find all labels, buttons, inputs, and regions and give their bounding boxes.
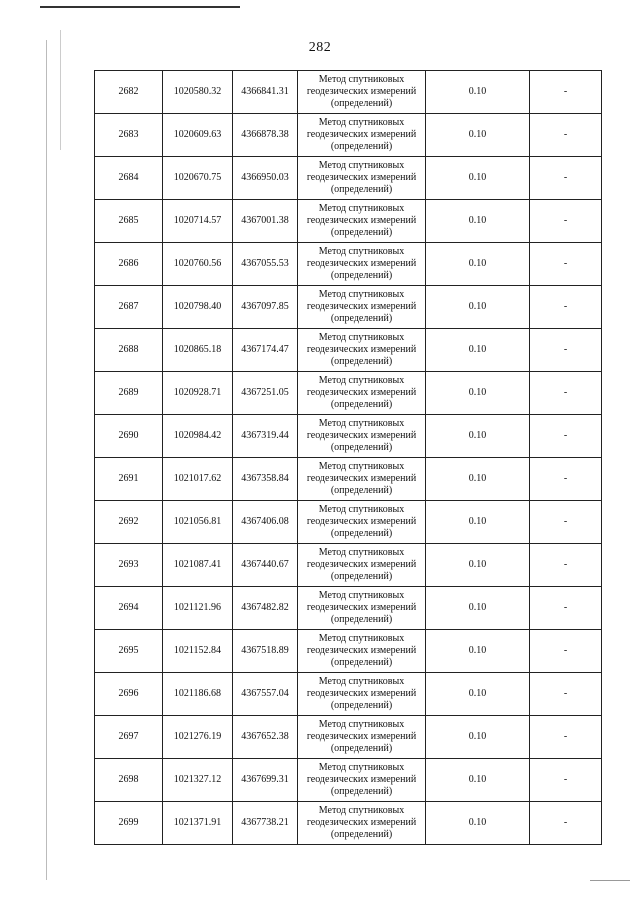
y-coordinate-cell: 4367652.38: [233, 716, 298, 759]
method-line: (определений): [330, 528, 393, 539]
method-line: Метод спутниковых: [318, 719, 405, 730]
x-coordinate-cell: 1021121.96: [163, 587, 233, 630]
method-line: Метод спутниковых: [318, 160, 405, 171]
method-cell: [298, 501, 426, 544]
table-row: [95, 802, 602, 845]
method-line: геодезических измерений: [306, 774, 417, 785]
note-cell: -: [530, 759, 602, 802]
accuracy-cell: 0.10: [426, 157, 530, 200]
accuracy-cell: 0.10: [426, 458, 530, 501]
accuracy-cell: 0.10: [426, 544, 530, 587]
method-cell: [298, 71, 426, 114]
page-number: 282: [308, 40, 332, 55]
method-line: геодезических измерений: [306, 645, 417, 656]
method-line: (определений): [330, 313, 393, 324]
method-line: Метод спутниковых: [318, 289, 405, 300]
accuracy-cell: 0.10: [426, 673, 530, 716]
point-number-cell: 2694: [95, 587, 163, 630]
method-line: геодезических измерений: [306, 430, 417, 441]
table-row: [95, 286, 602, 329]
method-line: геодезических измерений: [306, 129, 417, 140]
method-line: Метод спутниковых: [318, 461, 405, 472]
point-number-cell: 2688: [95, 329, 163, 372]
method-line: (определений): [330, 442, 393, 453]
point-number-cell: 2683: [95, 114, 163, 157]
method-line: геодезических измерений: [306, 172, 417, 183]
note-cell: -: [530, 286, 602, 329]
method-cell: [298, 802, 426, 845]
point-number-cell: 2699: [95, 802, 163, 845]
x-coordinate-cell: 1021017.62: [163, 458, 233, 501]
point-number-cell: 2698: [95, 759, 163, 802]
table-body: [95, 71, 602, 845]
accuracy-cell: 0.10: [426, 415, 530, 458]
method-line: геодезических измерений: [306, 387, 417, 398]
method-line: Метод спутниковых: [318, 246, 405, 257]
y-coordinate-cell: 4367319.44: [233, 415, 298, 458]
table-row: [95, 501, 602, 544]
table-row: [95, 114, 602, 157]
note-cell: -: [530, 501, 602, 544]
method-line: (определений): [330, 227, 393, 238]
scan-artifact-margin: [46, 40, 47, 880]
method-line: (определений): [330, 270, 393, 281]
method-line: геодезических измерений: [306, 86, 417, 97]
x-coordinate-cell: 1021186.68: [163, 673, 233, 716]
point-number-cell: 2693: [95, 544, 163, 587]
y-coordinate-cell: 4367738.21: [233, 802, 298, 845]
method-line: Метод спутниковых: [318, 547, 405, 558]
method-line: геодезических измерений: [306, 731, 417, 742]
method-line: Метод спутниковых: [318, 633, 405, 644]
method-line: (определений): [330, 657, 393, 668]
y-coordinate-cell: 4367518.89: [233, 630, 298, 673]
note-cell: -: [530, 372, 602, 415]
method-line: Метод спутниковых: [318, 203, 405, 214]
method-cell: [298, 458, 426, 501]
point-number-cell: 2684: [95, 157, 163, 200]
table-row: [95, 157, 602, 200]
method-line: Метод спутниковых: [318, 375, 405, 386]
point-number-cell: 2690: [95, 415, 163, 458]
method-line: геодезических измерений: [306, 559, 417, 570]
y-coordinate-cell: 4367251.05: [233, 372, 298, 415]
note-cell: -: [530, 114, 602, 157]
table-row: [95, 243, 602, 286]
method-cell: [298, 200, 426, 243]
method-cell: [298, 243, 426, 286]
method-line: Метод спутниковых: [318, 590, 405, 601]
x-coordinate-cell: 1020928.71: [163, 372, 233, 415]
y-coordinate-cell: 4367174.47: [233, 329, 298, 372]
method-line: геодезических измерений: [306, 516, 417, 527]
method-line: Метод спутниковых: [318, 676, 405, 687]
point-number-cell: 2692: [95, 501, 163, 544]
note-cell: -: [530, 329, 602, 372]
note-cell: -: [530, 243, 602, 286]
point-number-cell: 2689: [95, 372, 163, 415]
accuracy-cell: 0.10: [426, 587, 530, 630]
method-line: (определений): [330, 356, 393, 367]
table-row: [95, 544, 602, 587]
y-coordinate-cell: 4366841.31: [233, 71, 298, 114]
accuracy-cell: 0.10: [426, 716, 530, 759]
method-line: (определений): [330, 485, 393, 496]
x-coordinate-cell: 1021152.84: [163, 630, 233, 673]
x-coordinate-cell: 1020984.42: [163, 415, 233, 458]
table-row: [95, 759, 602, 802]
note-cell: -: [530, 673, 602, 716]
method-line: (определений): [330, 786, 393, 797]
table-row: [95, 329, 602, 372]
accuracy-cell: 0.10: [426, 329, 530, 372]
table-row: [95, 716, 602, 759]
accuracy-cell: 0.10: [426, 286, 530, 329]
point-number-cell: 2697: [95, 716, 163, 759]
y-coordinate-cell: 4367440.67: [233, 544, 298, 587]
method-line: (определений): [330, 399, 393, 410]
note-cell: -: [530, 587, 602, 630]
table-row: [95, 415, 602, 458]
point-number-cell: 2687: [95, 286, 163, 329]
method-line: Метод спутниковых: [318, 418, 405, 429]
method-line: (определений): [330, 141, 393, 152]
y-coordinate-cell: 4367055.53: [233, 243, 298, 286]
x-coordinate-cell: 1021276.19: [163, 716, 233, 759]
method-line: (определений): [330, 700, 393, 711]
point-number-cell: 2696: [95, 673, 163, 716]
method-cell: [298, 759, 426, 802]
method-cell: [298, 587, 426, 630]
method-line: (определений): [330, 829, 393, 840]
note-cell: -: [530, 458, 602, 501]
accuracy-cell: 0.10: [426, 630, 530, 673]
x-coordinate-cell: 1021371.91: [163, 802, 233, 845]
method-line: (определений): [330, 743, 393, 754]
x-coordinate-cell: 1020798.40: [163, 286, 233, 329]
method-cell: [298, 329, 426, 372]
method-cell: [298, 415, 426, 458]
note-cell: -: [530, 415, 602, 458]
accuracy-cell: 0.10: [426, 243, 530, 286]
method-line: геодезических измерений: [306, 344, 417, 355]
table-row: [95, 71, 602, 114]
method-line: геодезических измерений: [306, 473, 417, 484]
x-coordinate-cell: 1020760.56: [163, 243, 233, 286]
accuracy-cell: 0.10: [426, 372, 530, 415]
method-cell: [298, 114, 426, 157]
x-coordinate-cell: 1020865.18: [163, 329, 233, 372]
table-row: [95, 673, 602, 716]
table-row: [95, 630, 602, 673]
method-line: Метод спутниковых: [318, 762, 405, 773]
y-coordinate-cell: 4367001.38: [233, 200, 298, 243]
note-cell: -: [530, 716, 602, 759]
point-number-cell: 2682: [95, 71, 163, 114]
x-coordinate-cell: 1021056.81: [163, 501, 233, 544]
method-cell: [298, 372, 426, 415]
method-line: геодезических измерений: [306, 301, 417, 312]
method-cell: [298, 157, 426, 200]
x-coordinate-cell: 1020580.32: [163, 71, 233, 114]
scan-artifact-line: [590, 880, 630, 881]
accuracy-cell: 0.10: [426, 71, 530, 114]
x-coordinate-cell: 1020714.57: [163, 200, 233, 243]
y-coordinate-cell: 4366878.38: [233, 114, 298, 157]
y-coordinate-cell: 4367557.04: [233, 673, 298, 716]
method-line: (определений): [330, 184, 393, 195]
y-coordinate-cell: 4366950.03: [233, 157, 298, 200]
method-line: геодезических измерений: [306, 258, 417, 269]
method-line: (определений): [330, 614, 393, 625]
table-row: [95, 372, 602, 415]
point-number-cell: 2695: [95, 630, 163, 673]
y-coordinate-cell: 4367358.84: [233, 458, 298, 501]
method-line: геодезических измерений: [306, 602, 417, 613]
method-cell: [298, 544, 426, 587]
accuracy-cell: 0.10: [426, 200, 530, 243]
coordinates-table: [94, 70, 602, 845]
method-line: геодезических измерений: [306, 215, 417, 226]
accuracy-cell: 0.10: [426, 802, 530, 845]
note-cell: -: [530, 630, 602, 673]
note-cell: -: [530, 157, 602, 200]
x-coordinate-cell: 1021327.12: [163, 759, 233, 802]
accuracy-cell: 0.10: [426, 114, 530, 157]
method-cell: [298, 630, 426, 673]
y-coordinate-cell: 4367699.31: [233, 759, 298, 802]
method-line: геодезических измерений: [306, 817, 417, 828]
method-cell: [298, 286, 426, 329]
method-line: Метод спутниковых: [318, 504, 405, 515]
point-number-cell: 2686: [95, 243, 163, 286]
method-cell: [298, 716, 426, 759]
x-coordinate-cell: 1020609.63: [163, 114, 233, 157]
method-line: геодезических измерений: [306, 688, 417, 699]
table-row: [95, 458, 602, 501]
method-line: Метод спутниковых: [318, 332, 405, 343]
method-cell: [298, 673, 426, 716]
accuracy-cell: 0.10: [426, 759, 530, 802]
method-line: Метод спутниковых: [318, 74, 405, 85]
table-row: [95, 587, 602, 630]
y-coordinate-cell: 4367097.85: [233, 286, 298, 329]
method-line: (определений): [330, 571, 393, 582]
note-cell: -: [530, 544, 602, 587]
method-line: (определений): [330, 98, 393, 109]
scan-artifact-line: [40, 6, 240, 8]
method-line: Метод спутниковых: [318, 805, 405, 816]
point-number-cell: 2685: [95, 200, 163, 243]
x-coordinate-cell: 1021087.41: [163, 544, 233, 587]
y-coordinate-cell: 4367482.82: [233, 587, 298, 630]
note-cell: -: [530, 71, 602, 114]
note-cell: -: [530, 802, 602, 845]
accuracy-cell: 0.10: [426, 501, 530, 544]
method-line: Метод спутниковых: [318, 117, 405, 128]
x-coordinate-cell: 1020670.75: [163, 157, 233, 200]
note-cell: -: [530, 200, 602, 243]
y-coordinate-cell: 4367406.08: [233, 501, 298, 544]
table-row: [95, 200, 602, 243]
point-number-cell: 2691: [95, 458, 163, 501]
